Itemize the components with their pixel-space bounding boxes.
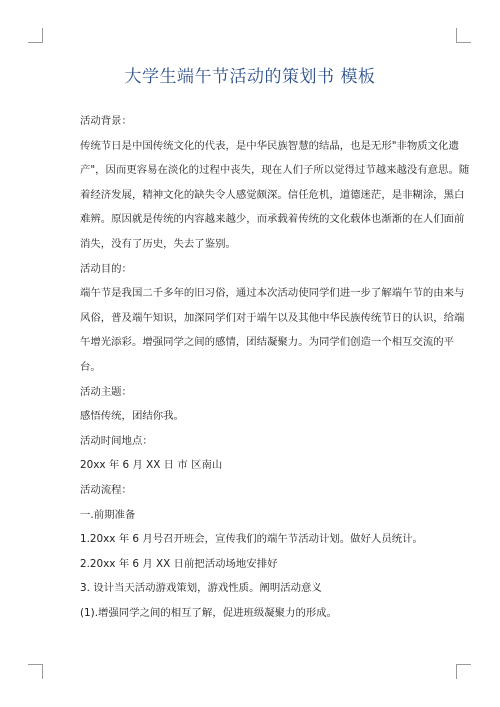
list-item: 2.20xx 年 6 月 XX 日前把活动场地安排好	[80, 557, 278, 570]
section-heading-time-place: 活动时间地点：	[80, 434, 153, 447]
list-item: 1.20xx 年 6 月号召开班会，宣传我们的端午节活动计划。做好人员统计。	[80, 533, 423, 546]
list-item: 3. 设计当天活动游戏策划，游戏性质。阐明活动意义	[80, 582, 322, 595]
paragraph-time-place: 20xx 年 6 月 XX 日 市 区南山	[80, 459, 223, 472]
section-heading-theme: 活动主题：	[80, 385, 132, 398]
crop-mark-bottom-left	[28, 664, 43, 679]
section-heading-process: 活动流程：	[80, 483, 132, 496]
document-title: 大学生端午节活动的策划书 模板	[124, 67, 376, 87]
paragraph-background: 传统节日是中国传统文化的代表，是中华民族智慧的结晶，也是无形"非物质文化遗产"，因而更容易在淡化的过程中丧失，现在人们子所以觉得过节越来越没有意思。随着经济发展，精神文化的缺失令人感觉颇深。信任危机，道德迷茫，是非糊涂，黑白难辨。原因就是传统的内容越来越少，而承载着传统的文化载体也渐渐的在人们面前消失，没有了历史，失去了鉴别。	[80, 139, 470, 250]
paragraph-purpose: 端午节是我国二千多年的旧习俗，通过本次活动使同学们进一步了解端午节的由来与风俗，普及端午知识，加深同学们对于端午以及其他中华民族传统节日的认识，给端午增光添彩。增强同学之间的感情，团结凝聚力。为同学们创造一个相互交流的平台。	[80, 287, 465, 373]
document-body	[80, 109, 470, 625]
list-heading-preparation: 一.前期准备	[80, 508, 136, 521]
crop-mark-bottom-right	[456, 664, 471, 679]
crop-mark-top-right	[456, 28, 471, 43]
section-heading-background: 活动背景：	[80, 115, 132, 127]
crop-mark-top-left	[28, 28, 43, 43]
section-heading-purpose: 活动目的：	[80, 262, 132, 275]
paragraph-theme: 感悟传统，团结你我。	[80, 410, 184, 423]
list-item: (1).增强同学之间的相互了解，促进班级凝聚力的形成。	[80, 606, 338, 619]
